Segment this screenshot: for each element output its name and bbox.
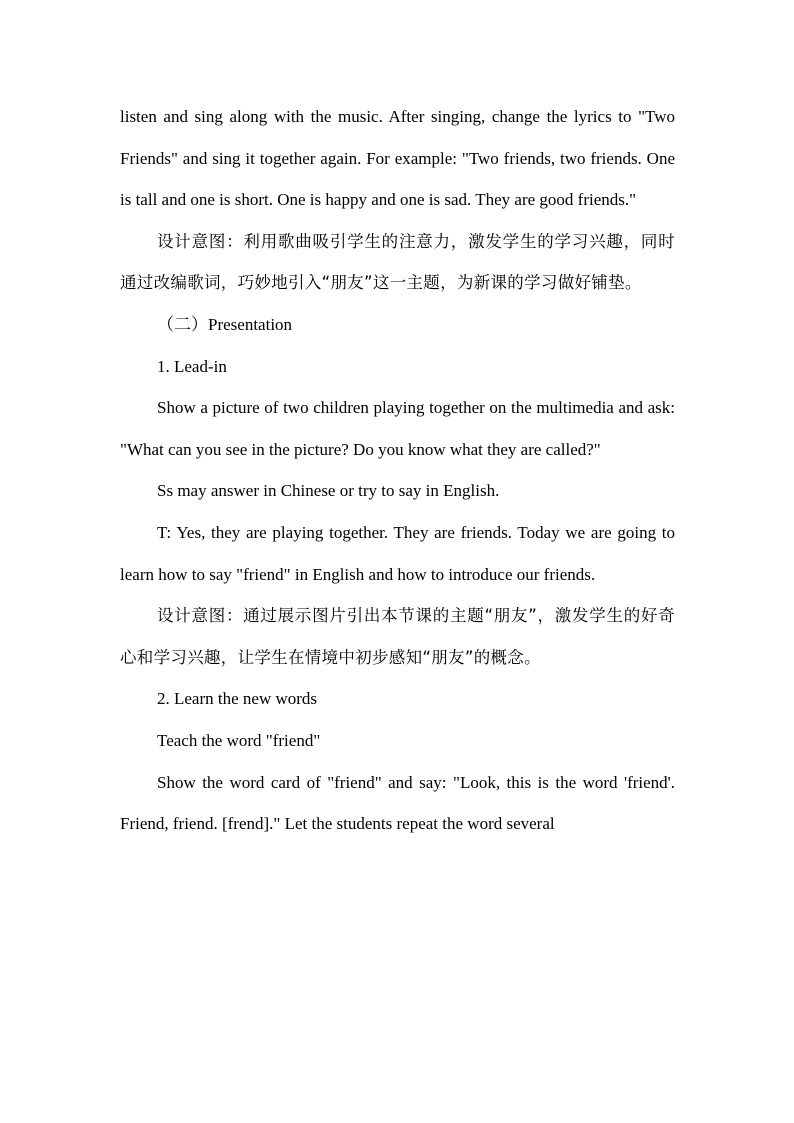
teach-word-heading: Teach the word "friend"	[157, 730, 321, 750]
design-intent-paragraph-1: 设计意图：利用歌曲吸引学生的注意力，激发学生的学习兴趣，同时通过改编歌词，巧妙地引入“朋友”这一主题，为新课的学习做好铺垫。	[120, 231, 675, 293]
word-card-paragraph: Show the word card of "friend" and say: "Look, this is the word 'friend'. Friend, friend. [frend]." Let the students repeat the word several	[120, 772, 675, 834]
design-intent-paragraph-2: 设计意图：通过展示图片引出本节课的主题“朋友”，激发学生的好奇心和学习兴趣，让学生在情境中初步感知“朋友”的概念。	[120, 606, 675, 667]
teacher-response-paragraph: T: Yes, they are playing together. They are friends. Today we are going to learn how to say "friend" in English and how to introduce our friends.	[120, 522, 675, 584]
song-activity-paragraph: listen and sing along with the music. After singing, change the lyrics to "Two Friends" and sing it together again. For example: "Two friends, two friends. One is tall and one is short. One is happy and one is sad. They are good friends."	[120, 107, 675, 210]
document-body	[120, 96, 675, 845]
subheading-lead-in: 1. Lead-in	[157, 356, 227, 376]
students-answer-paragraph: Ss may answer in Chinese or try to say in English.	[157, 481, 500, 501]
lead-in-paragraph: Show a picture of two children playing together on the multimedia and ask: "What can you see in the picture? Do you know what they are called?"	[120, 398, 675, 459]
section-heading-presentation: （二）Presentation	[157, 314, 293, 334]
subheading-new-words: 2. Learn the new words	[157, 689, 318, 709]
